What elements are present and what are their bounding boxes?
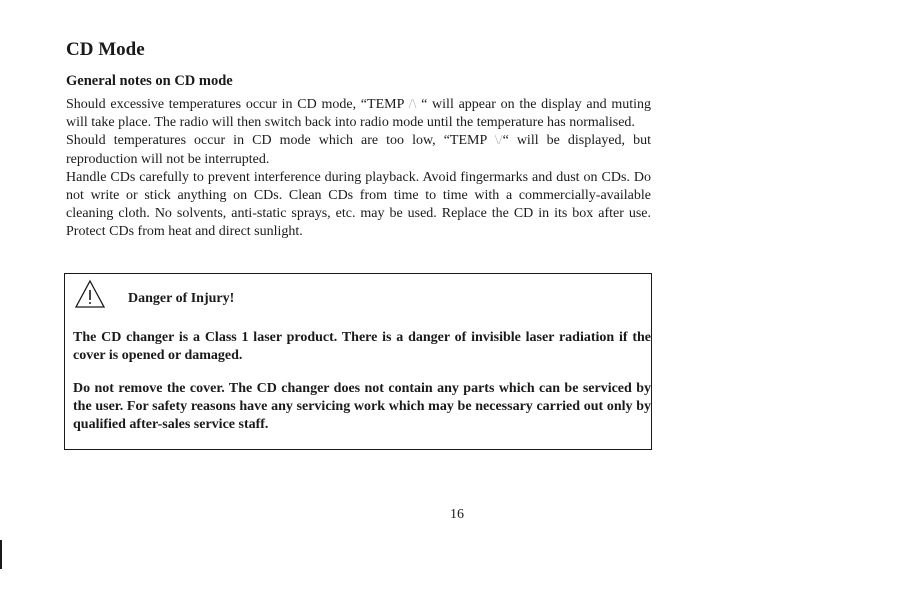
section-heading: General notes on CD mode xyxy=(66,73,233,89)
temperature-high-paragraph xyxy=(66,96,651,132)
cover-removal-warning: Do not remove the cover. The CD changer does not contain any parts which can be serviced by the user. For safety reasons have any servicing work which may be necessary carried out only by qualified after-sales service staff. xyxy=(73,381,651,432)
text-segment: Should temperatures occur in CD mode which are too low, “TEMP xyxy=(66,133,495,149)
cd-handling-paragraph: Handle CDs carefully to prevent interference during playback. Avoid fingermarks and dust on CDs. Do not write or stick anything on CDs. Clean CDs from time to time with a commercially-available cleaning cloth. No solvents, anti-static sprays, etc. may be used. Replace the CD in its box after use. Protect CDs from heat and direct sunlight. xyxy=(66,169,651,240)
warning-triangle-icon xyxy=(74,279,106,309)
text-segment: “ will appear on the display and muting will take place. The radio will then switch back into radio mode until the temperature has normalised. xyxy=(66,97,651,131)
temperature-low-paragraph xyxy=(66,132,651,168)
page-number: 16 xyxy=(450,507,464,522)
temp-up-symbol: /\ xyxy=(408,97,417,112)
warning-title: Danger of Injury! xyxy=(128,291,235,306)
scan-edge-mark xyxy=(0,540,2,569)
general-notes-text xyxy=(66,96,651,242)
page-title: CD Mode xyxy=(66,39,145,60)
laser-class-warning: The CD changer is a Class 1 laser product. There is a danger of invisible laser radiation if the cover is opened or damaged. xyxy=(73,330,651,363)
text-segment: Should excessive temperatures occur in CD mode, “TEMP xyxy=(66,97,409,112)
text-segment: “ will be displayed, but reproduction will not be interrupted. xyxy=(66,133,651,167)
danger-warning-box xyxy=(64,273,652,450)
temp-down-symbol: \/ xyxy=(494,133,503,149)
